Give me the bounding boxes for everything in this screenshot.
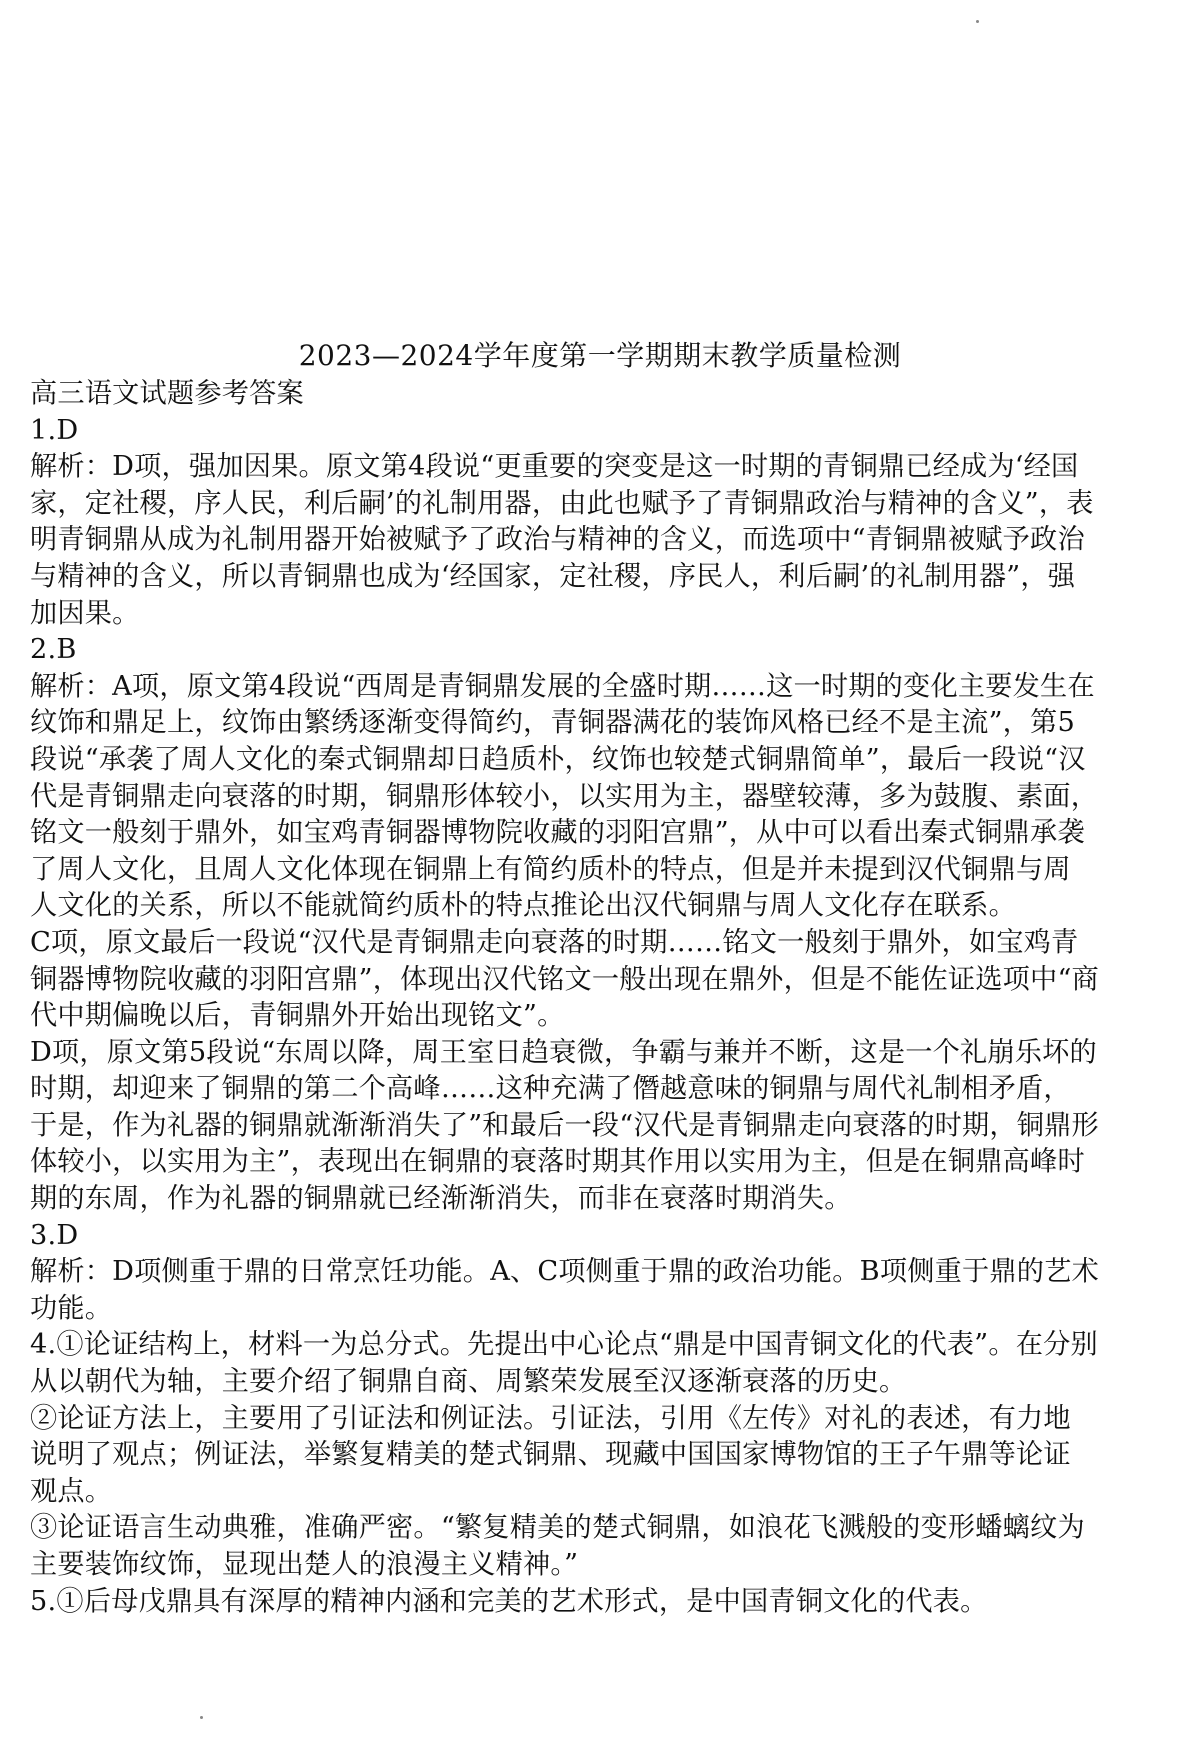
explanation-line: 家，定社稷，序人民，利后嗣’的礼制用器，由此也赋予了青铜鼎政治与精神的含义”，表	[30, 487, 1094, 519]
scan-speck	[200, 1716, 203, 1719]
explanation-line: 主要装饰纹饰，显现出楚人的浪漫主义精神。”	[30, 1549, 579, 1580]
document-subtitle: 高三语文试题参考答案	[30, 378, 304, 409]
explanation-line: 解析：D项侧重于鼎的日常烹饪功能。A、C项侧重于鼎的政治功能。B项侧重于鼎的艺术	[30, 1256, 1099, 1288]
answer-label: 3.D	[30, 1219, 79, 1251]
answer-content	[30, 376, 1180, 1620]
explanation-line: C项，原文最后一段说“汉代是青铜鼎走向衰落的时期……铭文一般刻于鼎外，如宝鸡青	[30, 926, 1079, 958]
explanation-line: 解析：A项，原文第4段说“西周是青铜鼎发展的全盛时期……这一时期的变化主要发生在	[30, 670, 1095, 702]
explanation-line: 期的东周，作为礼器的铜鼎就已经渐渐消失，而非在衰落时期消失。	[30, 1183, 852, 1215]
explanation-line: 代是青铜鼎走向衰落的时期，铜鼎形体较小，以实用为主，器壁较薄，多为鼓腹、素面，	[30, 780, 1099, 812]
explanation-line: 解析：D项，强加因果。原文第4段说“更重要的突变是这一时期的青铜鼎已经成为‘经国	[30, 451, 1079, 483]
explanation-line: D项，原文第5段说“东周以降，周王室日趋衰微，争霸与兼并不断，这是一个礼崩乐坏的	[30, 1036, 1097, 1068]
explanation-line: 4.①论证结构上，材料一为总分式。先提出中心论点“鼎是中国青铜文化的代表”。在分别	[30, 1329, 1098, 1361]
explanation-line: 铜器博物院收藏的羽阳宫鼎”，体现出汉代铭文一般出现在鼎外，但是不能佐证选项中“商	[30, 963, 1099, 995]
explanation-line: 观点。	[30, 1475, 113, 1507]
answer-label: 1.D	[30, 414, 79, 446]
explanation-line: 明青铜鼎从成为礼制用器开始被赋予了政治与精神的含义，而选项中“青铜鼎被赋予政治	[30, 524, 1085, 556]
explanation-line: ③论证语言生动典雅，准确严密。“繁复精美的楚式铜鼎，如浪花飞溅般的变形蟠螭纹为	[30, 1512, 1085, 1544]
explanation-line: 5.①后母戊鼎具有深厚的精神内涵和完美的艺术形式，是中国青铜文化的代表。	[30, 1585, 988, 1617]
explanation-line: 体较小，以实用为主”，表现出在铜鼎的衰落时期其作用以实用为主，但是在铜鼎高峰时	[30, 1146, 1085, 1178]
explanation-line: 时期，却迎来了铜鼎的第二个高峰……这种充满了僭越意味的铜鼎与周代礼制相矛盾，	[30, 1073, 1071, 1105]
explanation-line: ②论证方法上，主要用了引证法和例证法。引证法，引用《左传》对礼的表述，有力地	[30, 1402, 1071, 1434]
explanation-line: 加因果。	[30, 597, 140, 629]
explanation-line: 代中期偏晚以后，青铜鼎外开始出现铭文”。	[30, 1000, 565, 1032]
explanation-line: 于是，作为礼器的铜鼎就渐渐消失了”和最后一段“汉代是青铜鼎走向衰落的时期，铜鼎形	[30, 1109, 1099, 1141]
explanation-line: 从以朝代为轴，主要介绍了铜鼎自商、周繁荣发展至汉逐渐衰落的历史。	[30, 1366, 907, 1398]
explanation-line: 说明了观点；例证法，举繁复精美的楚式铜鼎、现藏中国国家博物馆的王子午鼎等论证	[30, 1439, 1071, 1471]
answer-block-4-5	[30, 1327, 1180, 1620]
answer-block-2	[30, 632, 1180, 1218]
explanation-line: 与精神的含义，所以青铜鼎也成为‘经国家，定社稷，序民人，利后嗣’的礼制用器”，强	[30, 560, 1076, 592]
explanation-line: 了周人文化，且周人文化体现在铜鼎上有简约质朴的特点，但是并未提到汉代铜鼎与周	[30, 853, 1071, 885]
answer-label: 2.B	[30, 634, 77, 666]
explanation-line: 段说“承袭了周人文化的秦式铜鼎却日趋质朴，纹饰也较楚式铜鼎简单”，最后一段说“汉	[30, 743, 1086, 775]
scan-speck	[976, 20, 979, 23]
answer-block-1	[30, 413, 1180, 633]
answer-block-3	[30, 1218, 1180, 1328]
explanation-line: 纹饰和鼎足上，纹饰由繁绣逐渐变得简约，青铜器满花的装饰风格已经不是主流”，第5	[30, 707, 1075, 739]
explanation-line: 铭文一般刻于鼎外，如宝鸡青铜器博物院收藏的羽阳宫鼎”，从中可以看出秦式铜鼎承袭	[30, 817, 1085, 849]
explanation-line: 功能。	[30, 1292, 113, 1324]
explanation-line: 人文化的关系，所以不能就简约质朴的特点推论出汉代铜鼎与周人文化存在联系。	[30, 890, 1016, 922]
page-title: 2023—2024学年度第一学期期末教学质量检测	[298, 339, 902, 372]
